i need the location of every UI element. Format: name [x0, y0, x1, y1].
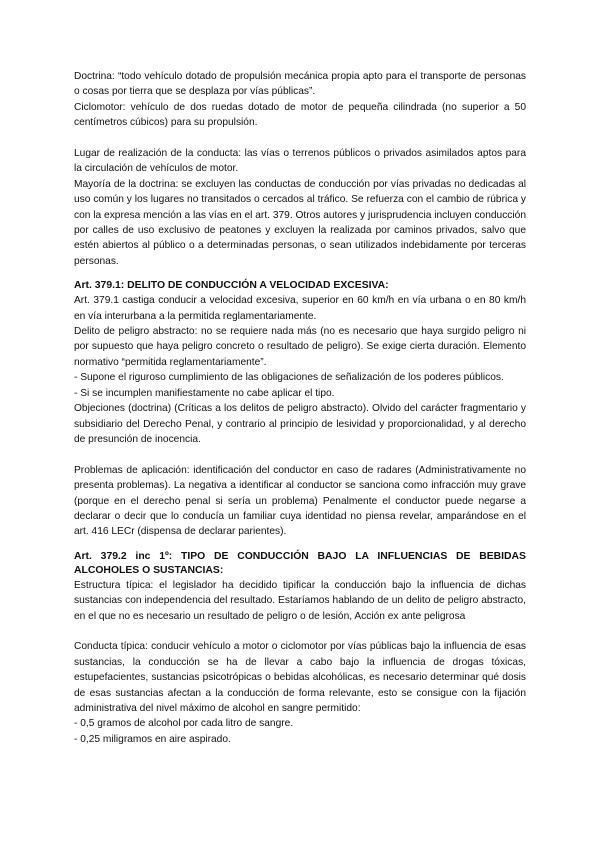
spacer	[74, 624, 526, 639]
paragraph-doctrina: Doctrina: “todo vehículo dotado de propulsión mecánica propia apto para el transporte de personas o cosas por tierra que se desplaza por vías públicas”.	[74, 71, 526, 98]
paragraph-peligro-abstracto: Delito de peligro abstracto: no se requiere nada más (no es necesario que haya surgido peligro ni por supuesto que haya peligro concreto o resultado de peligro). Se exige cierta duración. Elemento normativo “permitida reglamentariamente”.	[74, 326, 526, 368]
paragraph-mayoria: Mayoría de la doctrina: se excluyen las conductas de conducción por vías privadas no dedicadas al uso común y los lugares no transitados o cercados al tráfico. Se refuerza con el cambio de rúbrica y con la expresa mención a las vías en el art. 379. Otros autores y jurisprudencia incluyen conducción por calles de uso exclusivo de peatones y excluyen la realizada por caminos privados, salvo que estén abiertos al público o a determinadas personas, o sean utilizados indebidamente por terceras personas.	[74, 178, 526, 267]
list-item-sangre: - 0,5 gramos de alcohol por cada litro de sangre.	[74, 718, 294, 730]
paragraph-estructura: Estructura típica: el legislador ha decidido tipificar la conducción bajo la influencia de dichas sustancias con independencia del resultado. Estaríamos hablando de un delito de peligro abstracto, en el que no es necesario un resultado de peligro o de lesión, Acción ex ante peligrosa	[74, 579, 526, 622]
paragraph-art-379-1: Art. 379.1 castiga conducir a velocidad excesiva, superior en 60 km/h en vía urbana o en 80 km/h en vía interurbana a la permitida reglamentariamente.	[74, 295, 526, 322]
paragraph-incumplen: - Si se incumplen manifiestamente no cabe aplicar el tipo.	[74, 387, 335, 399]
spacer	[74, 447, 526, 462]
paragraph-problemas: Problemas de aplicación: identificación del conductor en caso de radares (Administrativamente no presenta problemas). La negativa a identificar al conductor se sanciona como infracción muy grave (porque en el derecho penal si sería un problema) Penalmente el conductor puede negarse a declarar o decir que lo conducía un familiar cuya identidad no piensa revelar, amparándose en el art. 416 LECr (dispensa de declarar parientes).	[74, 464, 526, 538]
paragraph-lugar: Lugar de realización de la conducta: las vías o terrenos públicos o privados asimilados aptos para la circulación de vehículos de motor.	[74, 148, 526, 175]
heading-art-379-2: Art. 379.2 inc 1º: TIPO DE CONDUCCIÓN BAJO LA INFLUENCIAS DE BEBIDAS ALCOHOLES O SUSTANCIAS:	[74, 550, 526, 576]
paragraph-conducta: Conducta típica: conducir vehículo a motor o ciclomotor por vías públicas bajo la influencia de esas sustancias, la conducción se ha de llevar a cabo bajo la influencia de drogas tóxicas, estupefacientes, sustancias psicotrópicas o bebidas alcohólicas, es necesario determinar qué dosis de esas sustancias afectan a la conducción de forma relevante, esto se consigue con la fijación administrativa del nivel máximo de alcohol en sangre permitido:	[74, 641, 526, 714]
list-item-aire: - 0,25 miligramos en aire aspirado.	[74, 733, 231, 745]
spacer	[74, 540, 526, 550]
spacer	[74, 131, 526, 146]
spacer	[74, 269, 526, 279]
paragraph-senalizacion: - Supone el riguroso cumplimiento de las obligaciones de señalización de los poderes públicos.	[74, 372, 504, 384]
heading-art-379-1: Art. 379.1: DELITO DE CONDUCCIÓN A VELOCIDAD EXCESIVA:	[74, 280, 389, 292]
paragraph-ciclomotor: Ciclomotor: vehículo de dos ruedas dotado de motor de pequeña cilindrada (no superior a 50 centímetros cúbicos) para su propulsión.	[74, 101, 526, 129]
paragraph-objeciones: Objeciones (doctrina) (Críticas a los delitos de peligro abstracto). Olvido del carácter fragmentario y subsidiario del Derecho Penal, y contrario al principio de lesividad y proporcionalidad, y al derecho de presunción de inocencia.	[74, 403, 526, 445]
